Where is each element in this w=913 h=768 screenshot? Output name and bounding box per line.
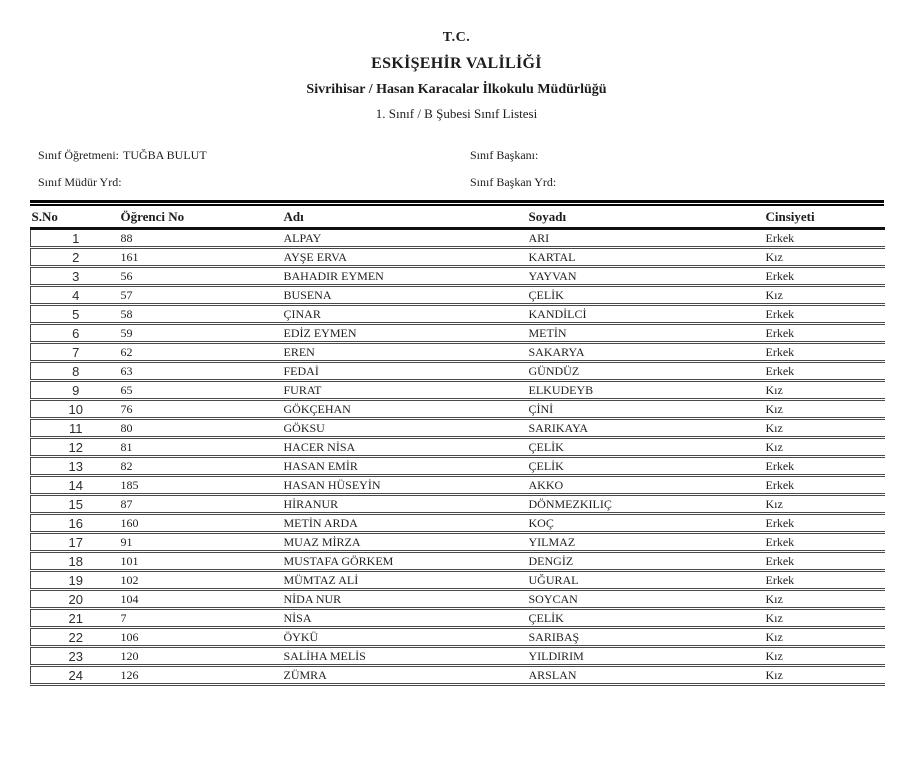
student-number-cell: 57 [121, 286, 284, 305]
last-name-cell: ÇİNİ [529, 400, 766, 419]
table-row [31, 400, 885, 419]
col-header-last-name: Soyadı [529, 206, 766, 229]
last-name-cell: UĞURAL [529, 571, 766, 590]
student-number-cell: 76 [121, 400, 284, 419]
col-header-first-name: Adı [284, 206, 529, 229]
first-name-cell: MÜMTAZ ALİ [284, 571, 529, 590]
last-name-cell: ÇELİK [529, 457, 766, 476]
row-number: 18 [31, 552, 121, 571]
student-number-cell: 59 [121, 324, 284, 343]
table-row [31, 286, 885, 305]
last-name-cell: SOYCAN [529, 590, 766, 609]
last-name-cell: YILDIRIM [529, 647, 766, 666]
class-teacher-label: Sınıf Öğretmeni: [38, 148, 119, 162]
gender-cell: Erkek [766, 305, 885, 324]
last-name-cell: SAKARYA [529, 343, 766, 362]
first-name-cell: EREN [284, 343, 529, 362]
last-name-cell: ÇELİK [529, 438, 766, 457]
header-school-name: Sivrihisar / Hasan Karacalar İlkokulu Müdürlüğü [306, 82, 607, 97]
student-number-cell: 120 [121, 647, 284, 666]
last-name-cell: YILMAZ [529, 533, 766, 552]
student-number-cell: 161 [121, 248, 284, 267]
table-row [31, 552, 885, 571]
first-name-cell: ÖYKÜ [284, 628, 529, 647]
row-number: 14 [31, 476, 121, 495]
row-number: 21 [31, 609, 121, 628]
gender-cell: Erkek [766, 229, 885, 248]
first-name-cell: HACER NİSA [284, 438, 529, 457]
gender-cell: Kız [766, 400, 885, 419]
header-governorship: ESKİŞEHİR VALİLİĞİ [371, 55, 542, 72]
table-row [31, 495, 885, 514]
student-number-cell: 104 [121, 590, 284, 609]
document-header [0, 0, 913, 122]
last-name-cell: SARIKAYA [529, 419, 766, 438]
gender-cell: Erkek [766, 362, 885, 381]
student-number-cell: 102 [121, 571, 284, 590]
table-row [31, 267, 885, 286]
table-row [31, 590, 885, 609]
table-row [31, 305, 885, 324]
first-name-cell: ALPAY [284, 229, 529, 248]
row-number: 17 [31, 533, 121, 552]
table-row [31, 457, 885, 476]
first-name-cell: EDİZ EYMEN [284, 324, 529, 343]
student-number-cell: 101 [121, 552, 284, 571]
first-name-cell: MUSTAFA GÖRKEM [284, 552, 529, 571]
col-header-student-number: Öğrenci No [121, 206, 284, 229]
gender-cell: Erkek [766, 267, 885, 286]
last-name-cell: SARIBAŞ [529, 628, 766, 647]
gender-cell: Kız [766, 248, 885, 267]
gender-cell: Erkek [766, 476, 885, 495]
gender-cell: Erkek [766, 457, 885, 476]
gender-cell: Erkek [766, 552, 885, 571]
row-number: 15 [31, 495, 121, 514]
first-name-cell: HASAN EMİR [284, 457, 529, 476]
last-name-cell: ÇELİK [529, 286, 766, 305]
student-number-cell: 56 [121, 267, 284, 286]
vice-president-label: Sınıf Başkan Yrd: [470, 175, 557, 189]
last-name-cell: KANDİLCİ [529, 305, 766, 324]
last-name-cell: KOÇ [529, 514, 766, 533]
vice-president-field [470, 175, 883, 190]
gender-cell: Erkek [766, 533, 885, 552]
table-row [31, 628, 885, 647]
header-republic: T.C. [442, 30, 471, 45]
row-number: 13 [31, 457, 121, 476]
student-number-cell: 88 [121, 229, 284, 248]
gender-cell: Kız [766, 590, 885, 609]
student-number-cell: 80 [121, 419, 284, 438]
gender-cell: Kız [766, 609, 885, 628]
gender-cell: Kız [766, 381, 885, 400]
last-name-cell: KARTAL [529, 248, 766, 267]
student-number-cell: 185 [121, 476, 284, 495]
row-number: 11 [31, 419, 121, 438]
last-name-cell: ARSLAN [529, 666, 766, 685]
table-row [31, 248, 885, 267]
first-name-cell: NİDA NUR [284, 590, 529, 609]
student-table-body [31, 229, 885, 685]
row-number: 24 [31, 666, 121, 685]
gender-cell: Kız [766, 495, 885, 514]
table-header-row [31, 206, 885, 229]
first-name-cell: ÇINAR [284, 305, 529, 324]
class-info-block [38, 148, 883, 190]
first-name-cell: METİN ARDA [284, 514, 529, 533]
gender-cell: Erkek [766, 343, 885, 362]
student-number-cell: 7 [121, 609, 284, 628]
last-name-cell: GÜNDÜZ [529, 362, 766, 381]
class-teacher-value: TUĞBA BULUT [123, 148, 207, 162]
first-name-cell: AYŞE ERVA [284, 248, 529, 267]
table-row [31, 647, 885, 666]
first-name-cell: GÖKSU [284, 419, 529, 438]
last-name-cell: DÖNMEZKILIÇ [529, 495, 766, 514]
last-name-cell: YAYVAN [529, 267, 766, 286]
row-number: 16 [31, 514, 121, 533]
class-president-label: Sınıf Başkanı: [470, 148, 539, 162]
row-number: 10 [31, 400, 121, 419]
gender-cell: Kız [766, 438, 885, 457]
row-number: 8 [31, 362, 121, 381]
gender-cell: Erkek [766, 571, 885, 590]
student-number-cell: 82 [121, 457, 284, 476]
student-number-cell: 160 [121, 514, 284, 533]
first-name-cell: GÖKÇEHAN [284, 400, 529, 419]
gender-cell: Kız [766, 419, 885, 438]
row-number: 20 [31, 590, 121, 609]
gender-cell: Erkek [766, 324, 885, 343]
class-teacher-field [38, 148, 470, 163]
row-number: 2 [31, 248, 121, 267]
gender-cell: Erkek [766, 514, 885, 533]
row-number: 23 [31, 647, 121, 666]
first-name-cell: NİSA [284, 609, 529, 628]
last-name-cell: ELKUDEYB [529, 381, 766, 400]
student-number-cell: 81 [121, 438, 284, 457]
row-number: 5 [31, 305, 121, 324]
table-row [31, 609, 885, 628]
first-name-cell: ZÜMRA [284, 666, 529, 685]
row-number: 6 [31, 324, 121, 343]
row-number: 7 [31, 343, 121, 362]
table-row [31, 362, 885, 381]
gender-cell: Kız [766, 286, 885, 305]
class-president-field [470, 148, 883, 163]
student-number-cell: 58 [121, 305, 284, 324]
row-number: 19 [31, 571, 121, 590]
student-number-cell: 65 [121, 381, 284, 400]
deputy-principal-field [38, 175, 470, 190]
table-row [31, 666, 885, 685]
first-name-cell: HASAN HÜSEYİN [284, 476, 529, 495]
table-row [31, 381, 885, 400]
table-row [31, 514, 885, 533]
table-row [31, 324, 885, 343]
student-number-cell: 91 [121, 533, 284, 552]
last-name-cell: DENGİZ [529, 552, 766, 571]
first-name-cell: HİRANUR [284, 495, 529, 514]
student-number-cell: 106 [121, 628, 284, 647]
table-row [31, 229, 885, 248]
col-header-sno: S.No [31, 206, 121, 229]
deputy-principal-label: Sınıf Müdür Yrd: [38, 175, 122, 189]
table-row [31, 533, 885, 552]
first-name-cell: FURAT [284, 381, 529, 400]
row-number: 4 [31, 286, 121, 305]
student-number-cell: 87 [121, 495, 284, 514]
first-name-cell: FEDAİ [284, 362, 529, 381]
gender-cell: Kız [766, 628, 885, 647]
student-number-cell: 62 [121, 343, 284, 362]
first-name-cell: MUAZ MİRZA [284, 533, 529, 552]
last-name-cell: ÇELİK [529, 609, 766, 628]
student-number-cell: 126 [121, 666, 284, 685]
student-table [30, 206, 885, 686]
first-name-cell: BUSENA [284, 286, 529, 305]
first-name-cell: BAHADIR EYMEN [284, 267, 529, 286]
table-row [31, 343, 885, 362]
gender-cell: Kız [766, 647, 885, 666]
student-number-cell: 63 [121, 362, 284, 381]
row-number: 22 [31, 628, 121, 647]
row-number: 9 [31, 381, 121, 400]
gender-cell: Kız [766, 666, 885, 685]
row-number: 3 [31, 267, 121, 286]
col-header-gender: Cinsiyeti [766, 206, 885, 229]
last-name-cell: AKKO [529, 476, 766, 495]
header-list-title: 1. Sınıf / B Şubesi Sınıf Listesi [375, 106, 538, 121]
table-row [31, 476, 885, 495]
last-name-cell: METİN [529, 324, 766, 343]
table-row [31, 419, 885, 438]
table-row [31, 438, 885, 457]
row-number: 12 [31, 438, 121, 457]
table-row [31, 571, 885, 590]
row-number: 1 [31, 229, 121, 248]
last-name-cell: ARI [529, 229, 766, 248]
first-name-cell: SALİHA MELİS [284, 647, 529, 666]
